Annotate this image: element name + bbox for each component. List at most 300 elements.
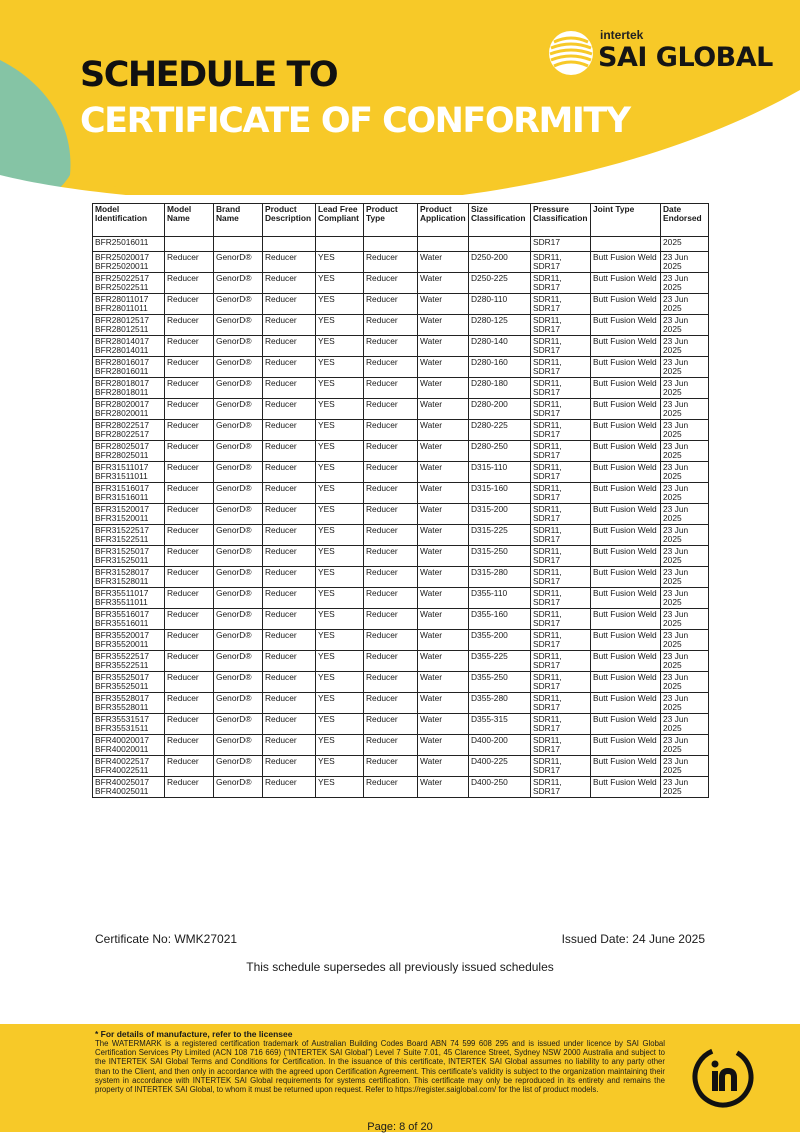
- table-cell: Reducer: [364, 252, 418, 273]
- table-cell: Reducer: [165, 672, 214, 693]
- table-cell: Water: [418, 399, 469, 420]
- table-cell: BFR40025017 BFR40025011: [93, 777, 165, 798]
- globe-logo-icon: [548, 30, 594, 76]
- table-cell: Butt Fusion Weld: [591, 336, 661, 357]
- table-cell: Reducer: [364, 420, 418, 441]
- table-cell: Reducer: [263, 756, 316, 777]
- table-cell: Butt Fusion Weld: [591, 588, 661, 609]
- table-row: [93, 714, 709, 735]
- table-cell: Reducer: [263, 546, 316, 567]
- table-cell: D280-180: [469, 378, 531, 399]
- table-cell: Butt Fusion Weld: [591, 735, 661, 756]
- table-row: [93, 609, 709, 630]
- table-cell: 23 Jun 2025: [661, 714, 709, 735]
- table-cell: Reducer: [364, 273, 418, 294]
- table-cell: Reducer: [364, 441, 418, 462]
- table-cell: Reducer: [364, 336, 418, 357]
- table-cell: SDR11, SDR17: [531, 735, 591, 756]
- table-cell: BFR28020017 BFR28020011: [93, 399, 165, 420]
- table-cell: Reducer: [165, 294, 214, 315]
- table-cell: Butt Fusion Weld: [591, 756, 661, 777]
- table-cell: YES: [316, 567, 364, 588]
- table-cell: YES: [316, 651, 364, 672]
- column-header: Brand Name: [214, 204, 263, 237]
- table-cell: BFR25016011: [93, 237, 165, 252]
- table-cell: D355-315: [469, 714, 531, 735]
- table-cell: [469, 237, 531, 252]
- table-cell: Reducer: [364, 609, 418, 630]
- table-cell: Reducer: [263, 672, 316, 693]
- table-cell: GenorD®: [214, 693, 263, 714]
- table-cell: Reducer: [364, 462, 418, 483]
- table-row: [93, 294, 709, 315]
- table-cell: Reducer: [165, 441, 214, 462]
- table-cell: SDR17: [531, 237, 591, 252]
- table-row: [93, 546, 709, 567]
- table-cell: 23 Jun 2025: [661, 651, 709, 672]
- table-cell: Reducer: [364, 651, 418, 672]
- table-cell: 23 Jun 2025: [661, 294, 709, 315]
- table-cell: Reducer: [263, 252, 316, 273]
- table-cell: GenorD®: [214, 462, 263, 483]
- table-row: [93, 525, 709, 546]
- table-cell: YES: [316, 399, 364, 420]
- table-row: [93, 735, 709, 756]
- table-cell: 2025: [661, 237, 709, 252]
- table-cell: D280-160: [469, 357, 531, 378]
- table-cell: Water: [418, 546, 469, 567]
- table-cell: Water: [418, 336, 469, 357]
- table-cell: D315-200: [469, 504, 531, 525]
- table-cell: GenorD®: [214, 273, 263, 294]
- table-cell: Reducer: [165, 273, 214, 294]
- table-cell: D355-160: [469, 609, 531, 630]
- table-cell: Reducer: [364, 672, 418, 693]
- table-cell: SDR11, SDR17: [531, 756, 591, 777]
- table-row: [93, 336, 709, 357]
- table-cell: Reducer: [364, 756, 418, 777]
- table-cell: Water: [418, 714, 469, 735]
- table-cell: Reducer: [263, 588, 316, 609]
- table-cell: Butt Fusion Weld: [591, 609, 661, 630]
- table-cell: GenorD®: [214, 357, 263, 378]
- column-header: Product Type: [364, 204, 418, 237]
- table-cell: Butt Fusion Weld: [591, 567, 661, 588]
- table-cell: BFR40022517 BFR40022511: [93, 756, 165, 777]
- footer-heading: * For details of manufacture, refer to the licensee: [95, 1029, 293, 1039]
- table-cell: Reducer: [263, 651, 316, 672]
- table-cell: Reducer: [364, 735, 418, 756]
- table-cell: SDR11, SDR17: [531, 588, 591, 609]
- table-row: [93, 483, 709, 504]
- table-cell: SDR11, SDR17: [531, 609, 591, 630]
- table-cell: D315-280: [469, 567, 531, 588]
- table-row: [93, 252, 709, 273]
- table-cell: SDR11, SDR17: [531, 504, 591, 525]
- table-cell: Reducer: [364, 567, 418, 588]
- table-cell: D355-250: [469, 672, 531, 693]
- table-cell: YES: [316, 336, 364, 357]
- table-cell: SDR11, SDR17: [531, 567, 591, 588]
- table-cell: Reducer: [364, 546, 418, 567]
- table-cell: GenorD®: [214, 399, 263, 420]
- table-row: [93, 588, 709, 609]
- table-row: [93, 756, 709, 777]
- table-cell: Reducer: [165, 504, 214, 525]
- table-cell: 23 Jun 2025: [661, 630, 709, 651]
- table-cell: [316, 237, 364, 252]
- table-cell: D280-110: [469, 294, 531, 315]
- table-cell: BFR35520017 BFR35520011: [93, 630, 165, 651]
- table-cell: BFR31522517 BFR31522511: [93, 525, 165, 546]
- table-cell: 23 Jun 2025: [661, 588, 709, 609]
- table-cell: YES: [316, 693, 364, 714]
- table-cell: SDR11, SDR17: [531, 462, 591, 483]
- table-cell: BFR28012517 BFR28012511: [93, 315, 165, 336]
- table-cell: Reducer: [263, 777, 316, 798]
- table-cell: GenorD®: [214, 483, 263, 504]
- table-cell: Reducer: [263, 693, 316, 714]
- table-cell: 23 Jun 2025: [661, 399, 709, 420]
- table-cell: 23 Jun 2025: [661, 462, 709, 483]
- table-cell: Reducer: [263, 273, 316, 294]
- table-cell: Water: [418, 378, 469, 399]
- table-cell: 23 Jun 2025: [661, 252, 709, 273]
- table-cell: Water: [418, 294, 469, 315]
- table-cell: YES: [316, 525, 364, 546]
- column-header: Lead Free Compliant: [316, 204, 364, 237]
- table-cell: SDR11, SDR17: [531, 546, 591, 567]
- table-cell: D315-110: [469, 462, 531, 483]
- table-cell: Reducer: [364, 483, 418, 504]
- table-cell: Water: [418, 735, 469, 756]
- table-cell: SDR11, SDR17: [531, 294, 591, 315]
- table-cell: Reducer: [263, 609, 316, 630]
- table-cell: Reducer: [364, 714, 418, 735]
- table-cell: GenorD®: [214, 315, 263, 336]
- table-cell: Butt Fusion Weld: [591, 357, 661, 378]
- table-row: [93, 630, 709, 651]
- table-cell: Reducer: [364, 630, 418, 651]
- table-cell: Butt Fusion Weld: [591, 462, 661, 483]
- table-cell: Butt Fusion Weld: [591, 378, 661, 399]
- table-cell: GenorD®: [214, 609, 263, 630]
- table-cell: Water: [418, 588, 469, 609]
- table-cell: D250-200: [469, 252, 531, 273]
- table-row: [93, 462, 709, 483]
- table-cell: BFR35525017 BFR35525011: [93, 672, 165, 693]
- table-row: [93, 399, 709, 420]
- table-cell: Butt Fusion Weld: [591, 252, 661, 273]
- table-cell: 23 Jun 2025: [661, 525, 709, 546]
- table-cell: Reducer: [165, 252, 214, 273]
- table-cell: Butt Fusion Weld: [591, 504, 661, 525]
- table-cell: Reducer: [263, 525, 316, 546]
- table-row: [93, 504, 709, 525]
- table-row: [93, 315, 709, 336]
- table-header-row: [93, 204, 709, 237]
- table-cell: BFR31516017 BFR31516011: [93, 483, 165, 504]
- table-cell: [364, 237, 418, 252]
- table-row: [93, 567, 709, 588]
- table-cell: D400-225: [469, 756, 531, 777]
- table-row: [93, 357, 709, 378]
- table-cell: Reducer: [165, 693, 214, 714]
- footer-banner: [0, 1024, 800, 1132]
- table-cell: D355-280: [469, 693, 531, 714]
- column-header: Product Description: [263, 204, 316, 237]
- table-cell: YES: [316, 777, 364, 798]
- table-cell: Reducer: [364, 399, 418, 420]
- table-row: [93, 273, 709, 294]
- table-cell: Reducer: [364, 525, 418, 546]
- column-header: Pressure Classification: [531, 204, 591, 237]
- table-cell: SDR11, SDR17: [531, 483, 591, 504]
- column-header: Date Endorsed: [661, 204, 709, 237]
- table-cell: Reducer: [165, 735, 214, 756]
- table-cell: 23 Jun 2025: [661, 672, 709, 693]
- table-cell: Butt Fusion Weld: [591, 651, 661, 672]
- document-title-line2: CERTIFICATE OF CONFORMITY: [80, 101, 630, 141]
- table-cell: YES: [316, 462, 364, 483]
- table-cell: Water: [418, 315, 469, 336]
- table-cell: [214, 237, 263, 252]
- table-cell: BFR35516017 BFR35516011: [93, 609, 165, 630]
- table-cell: YES: [316, 378, 364, 399]
- table-cell: Reducer: [364, 588, 418, 609]
- table-cell: GenorD®: [214, 714, 263, 735]
- table-cell: SDR11, SDR17: [531, 315, 591, 336]
- table-cell: GenorD®: [214, 588, 263, 609]
- table-cell: Reducer: [165, 357, 214, 378]
- table-cell: Reducer: [165, 630, 214, 651]
- table-cell: YES: [316, 756, 364, 777]
- table-cell: BFR28016017 BFR28016011: [93, 357, 165, 378]
- table-cell: 23 Jun 2025: [661, 735, 709, 756]
- table-cell: YES: [316, 609, 364, 630]
- table-cell: Reducer: [263, 315, 316, 336]
- table-cell: Reducer: [364, 378, 418, 399]
- column-header: Model Identification: [93, 204, 165, 237]
- table-cell: Reducer: [263, 714, 316, 735]
- table-cell: Reducer: [263, 336, 316, 357]
- table-cell: Reducer: [263, 441, 316, 462]
- table-cell: 23 Jun 2025: [661, 483, 709, 504]
- table-cell: [418, 237, 469, 252]
- table-row: [93, 777, 709, 798]
- table-cell: Water: [418, 567, 469, 588]
- table-cell: YES: [316, 441, 364, 462]
- supersedes-note: This schedule supersedes all previously issued schedules: [246, 960, 554, 974]
- table-cell: Butt Fusion Weld: [591, 399, 661, 420]
- table-cell: Water: [418, 609, 469, 630]
- table-cell: GenorD®: [214, 735, 263, 756]
- table-cell: SDR11, SDR17: [531, 777, 591, 798]
- table-cell: Water: [418, 441, 469, 462]
- table-cell: 23 Jun 2025: [661, 546, 709, 567]
- table-cell: SDR11, SDR17: [531, 273, 591, 294]
- table-cell: SDR11, SDR17: [531, 672, 591, 693]
- table-cell: SDR11, SDR17: [531, 630, 591, 651]
- table-cell: BFR35522517 BFR35522511: [93, 651, 165, 672]
- table-cell: BFR28014017 BFR28014011: [93, 336, 165, 357]
- table-cell: GenorD®: [214, 336, 263, 357]
- table-cell: Butt Fusion Weld: [591, 672, 661, 693]
- table-cell: Water: [418, 777, 469, 798]
- table-cell: 23 Jun 2025: [661, 378, 709, 399]
- table-cell: Butt Fusion Weld: [591, 483, 661, 504]
- table-cell: Butt Fusion Weld: [591, 693, 661, 714]
- table-cell: SDR11, SDR17: [531, 714, 591, 735]
- table-cell: D280-200: [469, 399, 531, 420]
- table-cell: Reducer: [364, 294, 418, 315]
- table-cell: YES: [316, 483, 364, 504]
- table-cell: D355-200: [469, 630, 531, 651]
- column-header: Product Application: [418, 204, 469, 237]
- table-cell: SDR11, SDR17: [531, 651, 591, 672]
- table-cell: YES: [316, 252, 364, 273]
- table-cell: YES: [316, 294, 364, 315]
- table-cell: [263, 237, 316, 252]
- table-cell: Reducer: [263, 357, 316, 378]
- table-cell: BFR35511017 BFR35511011: [93, 588, 165, 609]
- table-cell: YES: [316, 273, 364, 294]
- table-cell: Reducer: [165, 336, 214, 357]
- table-cell: YES: [316, 504, 364, 525]
- table-cell: Reducer: [263, 567, 316, 588]
- table-cell: D315-250: [469, 546, 531, 567]
- table-cell: Water: [418, 420, 469, 441]
- table-cell: Butt Fusion Weld: [591, 546, 661, 567]
- table-cell: SDR11, SDR17: [531, 252, 591, 273]
- table-cell: YES: [316, 420, 364, 441]
- header-banner: [0, 0, 800, 195]
- table-row: [93, 651, 709, 672]
- table-cell: Reducer: [165, 651, 214, 672]
- column-header: Joint Type: [591, 204, 661, 237]
- table-cell: Reducer: [263, 630, 316, 651]
- table-cell: Butt Fusion Weld: [591, 777, 661, 798]
- table-cell: Reducer: [364, 777, 418, 798]
- table-cell: 23 Jun 2025: [661, 504, 709, 525]
- table-cell: BFR31520017 BFR31520011: [93, 504, 165, 525]
- table-cell: Reducer: [364, 315, 418, 336]
- logo-main-text: SAI GLOBAL: [598, 42, 773, 73]
- table-cell: 23 Jun 2025: [661, 777, 709, 798]
- table-cell: YES: [316, 546, 364, 567]
- table-cell: Water: [418, 672, 469, 693]
- table-row: [93, 672, 709, 693]
- table-cell: 23 Jun 2025: [661, 441, 709, 462]
- table-cell: BFR31511017 BFR31511011: [93, 462, 165, 483]
- table-cell: Water: [418, 483, 469, 504]
- table-cell: Reducer: [364, 504, 418, 525]
- table-cell: Butt Fusion Weld: [591, 273, 661, 294]
- table-cell: YES: [316, 672, 364, 693]
- table-cell: Reducer: [165, 567, 214, 588]
- table-cell: Butt Fusion Weld: [591, 714, 661, 735]
- table-cell: [165, 237, 214, 252]
- issued-date: Issued Date: 24 June 2025: [561, 932, 705, 946]
- table-cell: Butt Fusion Weld: [591, 294, 661, 315]
- column-header: Model Name: [165, 204, 214, 237]
- table-cell: SDR11, SDR17: [531, 441, 591, 462]
- table-cell: D315-160: [469, 483, 531, 504]
- table-cell: GenorD®: [214, 630, 263, 651]
- table-cell: GenorD®: [214, 441, 263, 462]
- table-cell: BFR35531517 BFR35531511: [93, 714, 165, 735]
- table-cell: D355-110: [469, 588, 531, 609]
- table-cell: [591, 237, 661, 252]
- table-cell: Water: [418, 651, 469, 672]
- table-cell: D315-225: [469, 525, 531, 546]
- table-cell: Water: [418, 357, 469, 378]
- table-cell: SDR11, SDR17: [531, 399, 591, 420]
- table-cell: BFR40020017 BFR40020011: [93, 735, 165, 756]
- table-cell: Butt Fusion Weld: [591, 630, 661, 651]
- table-cell: Reducer: [263, 462, 316, 483]
- table-cell: D280-250: [469, 441, 531, 462]
- table-cell: 23 Jun 2025: [661, 357, 709, 378]
- table-cell: Water: [418, 504, 469, 525]
- table-cell: BFR35528017 BFR35528011: [93, 693, 165, 714]
- table-cell: BFR28011017 BFR28011011: [93, 294, 165, 315]
- table-cell: Reducer: [165, 378, 214, 399]
- table-cell: BFR28022517 BFR28022517: [93, 420, 165, 441]
- table-cell: SDR11, SDR17: [531, 336, 591, 357]
- table-cell: Butt Fusion Weld: [591, 315, 661, 336]
- page-number: Page: 8 of 20: [367, 1121, 433, 1133]
- table-cell: Water: [418, 630, 469, 651]
- table-cell: D280-125: [469, 315, 531, 336]
- table-cell: 23 Jun 2025: [661, 336, 709, 357]
- table-cell: Reducer: [263, 399, 316, 420]
- table-cell: BFR31525017 BFR31525011: [93, 546, 165, 567]
- table-cell: GenorD®: [214, 546, 263, 567]
- table-cell: YES: [316, 588, 364, 609]
- table-cell: Reducer: [263, 420, 316, 441]
- table-cell: Water: [418, 462, 469, 483]
- table-cell: Reducer: [165, 315, 214, 336]
- logo-small-text: intertek: [600, 28, 644, 42]
- table-cell: Reducer: [364, 693, 418, 714]
- table-cell: Reducer: [165, 483, 214, 504]
- table-cell: 23 Jun 2025: [661, 273, 709, 294]
- table-cell: D400-250: [469, 777, 531, 798]
- table-cell: YES: [316, 735, 364, 756]
- table-row: [93, 378, 709, 399]
- table-cell: Water: [418, 252, 469, 273]
- table-cell: Reducer: [165, 462, 214, 483]
- table-cell: Butt Fusion Weld: [591, 525, 661, 546]
- table-cell: Reducer: [263, 735, 316, 756]
- table-cell: Reducer: [165, 777, 214, 798]
- table-cell: D280-225: [469, 420, 531, 441]
- table-cell: 23 Jun 2025: [661, 609, 709, 630]
- table-cell: 23 Jun 2025: [661, 693, 709, 714]
- table-cell: Butt Fusion Weld: [591, 420, 661, 441]
- table-cell: GenorD®: [214, 252, 263, 273]
- table-cell: 23 Jun 2025: [661, 756, 709, 777]
- intertek-in-icon: [688, 1042, 758, 1112]
- document-title-line1: SCHEDULE TO: [80, 55, 338, 95]
- table-cell: Reducer: [263, 504, 316, 525]
- table-cell: Reducer: [165, 546, 214, 567]
- table-cell: YES: [316, 315, 364, 336]
- table-cell: SDR11, SDR17: [531, 525, 591, 546]
- table-cell: D250-225: [469, 273, 531, 294]
- column-header: Size Classification: [469, 204, 531, 237]
